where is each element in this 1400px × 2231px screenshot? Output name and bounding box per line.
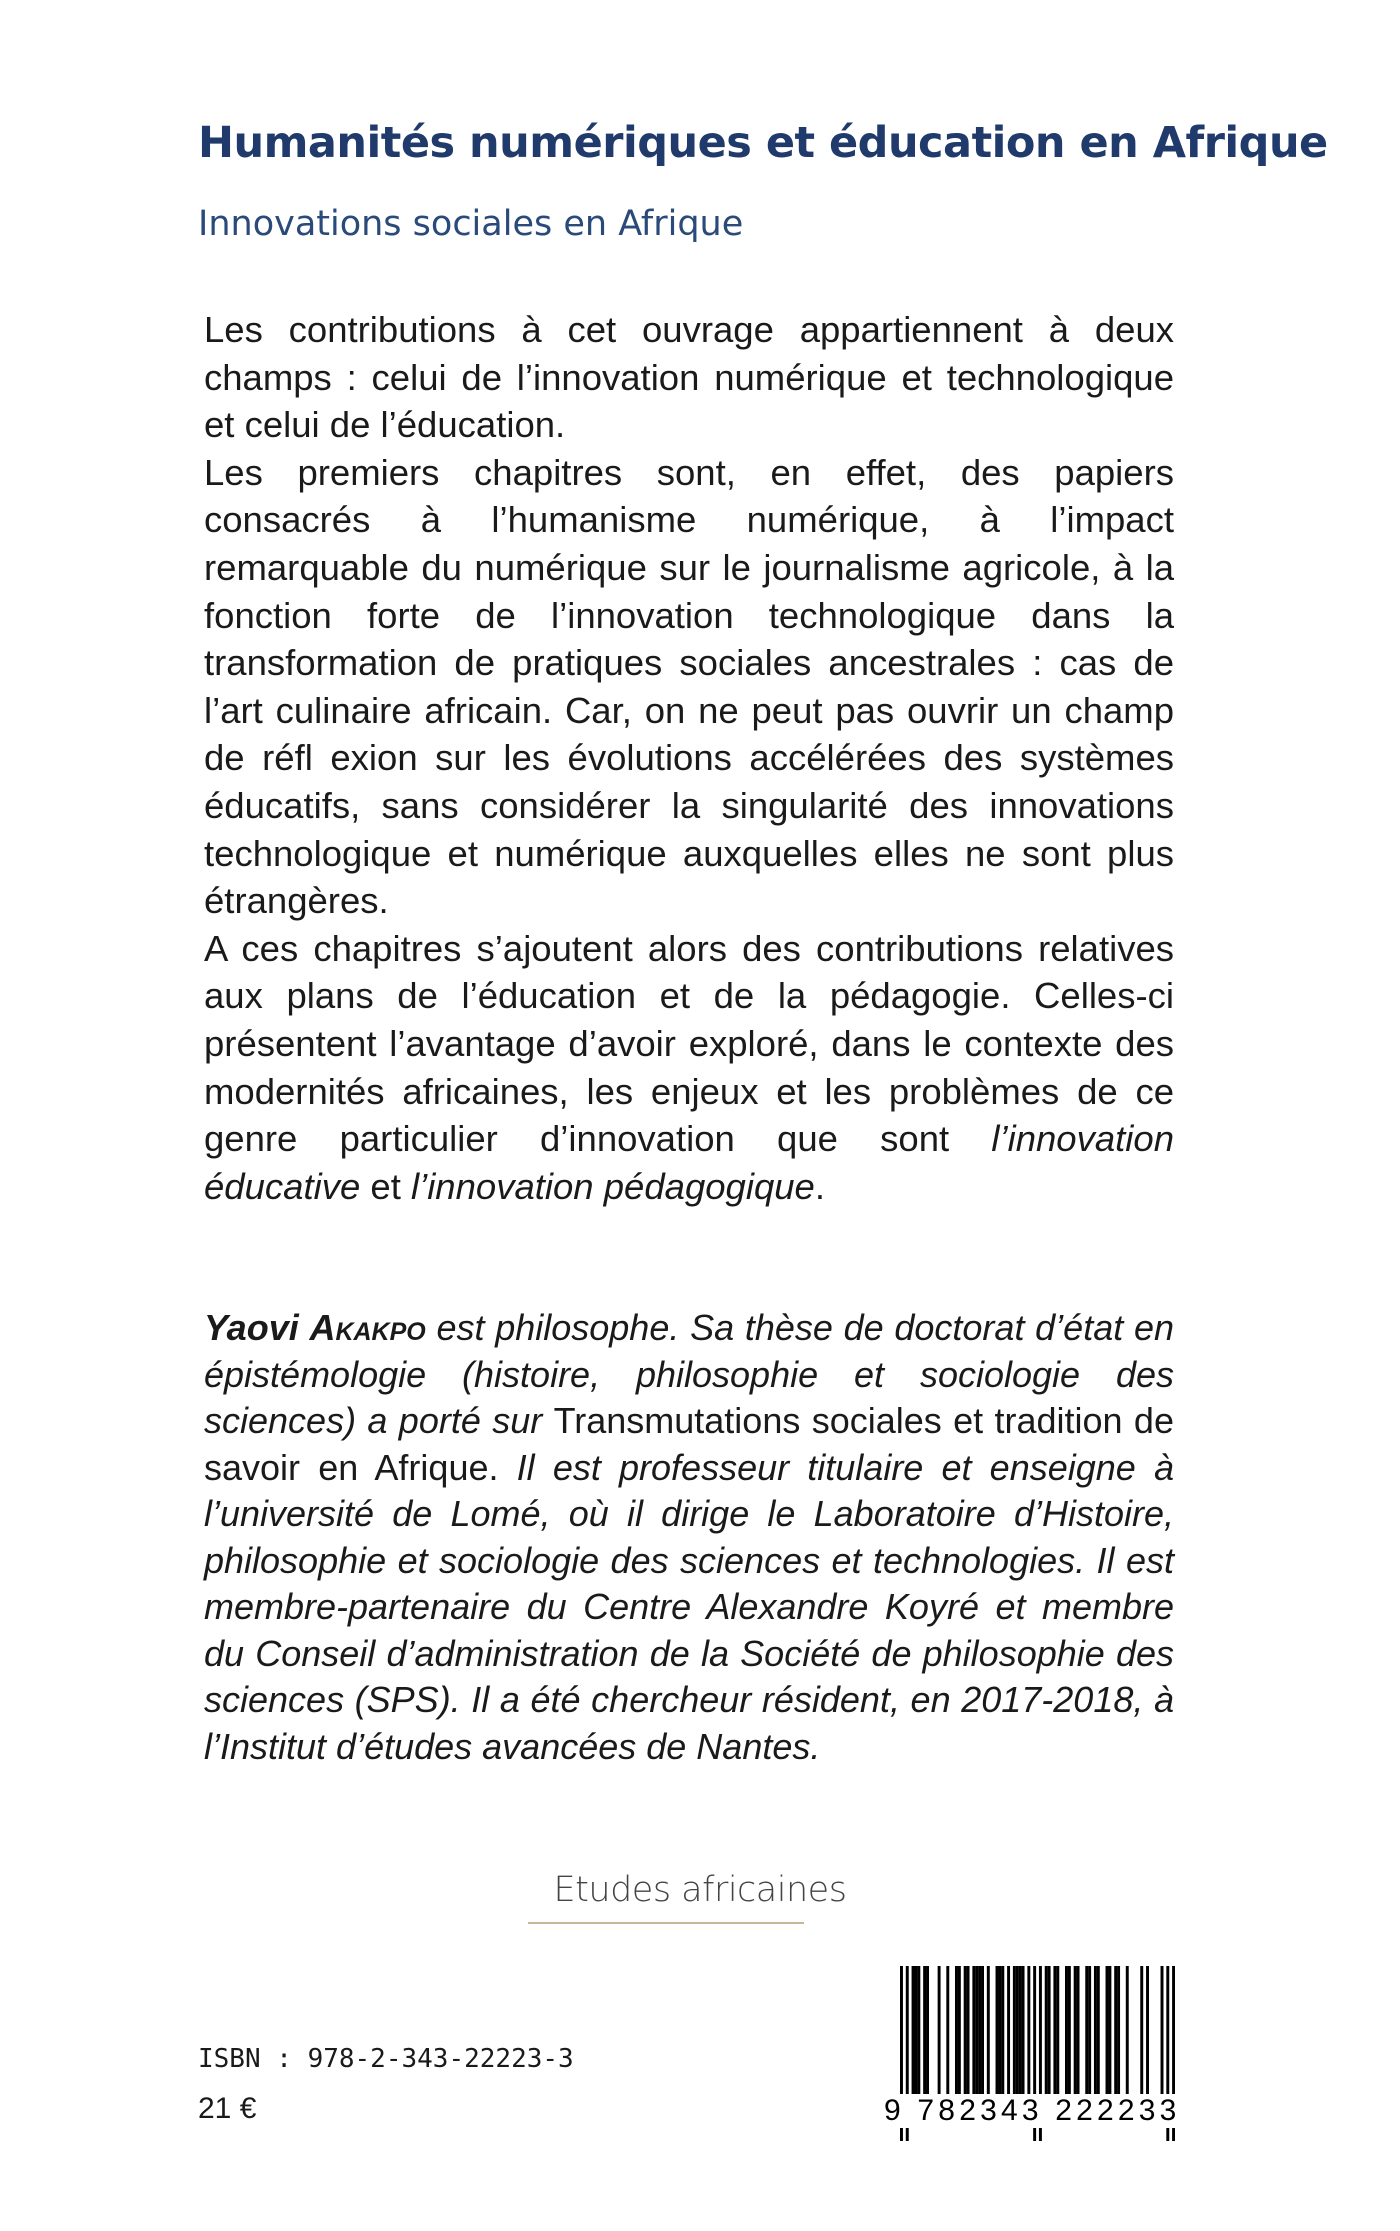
author-bio [204, 1305, 1174, 1770]
barcode-digits: 9 782343 222233 [884, 2094, 1181, 2127]
author-last-name: Akakpo [309, 1307, 426, 1348]
summary-text-run: . [814, 1165, 826, 1207]
collection-name: Etudes africaines [553, 1870, 847, 1910]
collection-underline [528, 1922, 804, 1924]
author-bio-paragraph [204, 1305, 1174, 1770]
bio-text-run: Il est professeur titulaire et enseigne à l’université de Lomé, où il dirige le Laboratoire d’Histoire, philosophie et sociologie des sciences et technologies. Il est membre-partenaire du Centre Alexandre Koyré et membre du Conseil d’administration de la Société de philosophie des sciences (SPS). Il a été chercheur résident, en 2017-2018, à l’Institut d’études avancées de Nantes. [204, 1446, 1175, 1767]
summary-text-run: A ces chapitres s’ajoutent alors des contributions relatives aux plans de l’éducation et de la pédagogie. Celles-ci présentent l’avantage d’avoir exploré, dans le contexte des modernités africaines, les enjeux et les problèmes de ce genre particulier d’innovation que sont [204, 927, 1174, 1160]
summary-emphasis: l’innovation pédagogique [410, 1165, 815, 1207]
isbn-label: ISBN : 978-2-343-22223-3 [198, 2044, 574, 2074]
author-first-name: Yaovi [204, 1307, 299, 1348]
summary-text [204, 306, 1174, 1210]
price-label: 21 € [198, 2092, 257, 2125]
summary-emphasis: l’innovation éducative [204, 1118, 1174, 1207]
summary-paragraph: Les contributions à cet ouvrage appartiennent à deux champs : celui de l’innovation numérique et technologique et celui de l’éducation. [204, 309, 1174, 446]
summary-paragraph: Les premiers chapitres sont, en effet, des papiers consacrés à l’humanisme numérique, à l’impact remarquable du numérique sur le journalisme agricole, à la fonction forte de l’innovation technologique dans la transformation de pratiques sociales ancestrales : cas de l’art culinaire africain. Car, on ne peut pas ouvrir un champ de réfl exion sur les évolutions accélérées des systèmes éducatifs, sans considérer la singularité des innovations technologique et numérique auxquelles elles ne sont plus étrangères. [204, 451, 1174, 922]
thesis-title: Transmutations sociales et tradition de savoir en Afrique. [204, 1400, 1174, 1488]
bio-text-run: est philosophe. Sa thèse de doctorat d’état en épistémologie (histoire, philosophie et sociologie des sciences) a porté sur [204, 1307, 1174, 1441]
summary-text-run: et [360, 1165, 411, 1207]
book-subtitle: Innovations sociales en Afrique [198, 204, 744, 244]
book-title: Humanités numériques et éducation en Afrique [198, 118, 1328, 168]
summary-paragraph [204, 925, 1174, 1211]
